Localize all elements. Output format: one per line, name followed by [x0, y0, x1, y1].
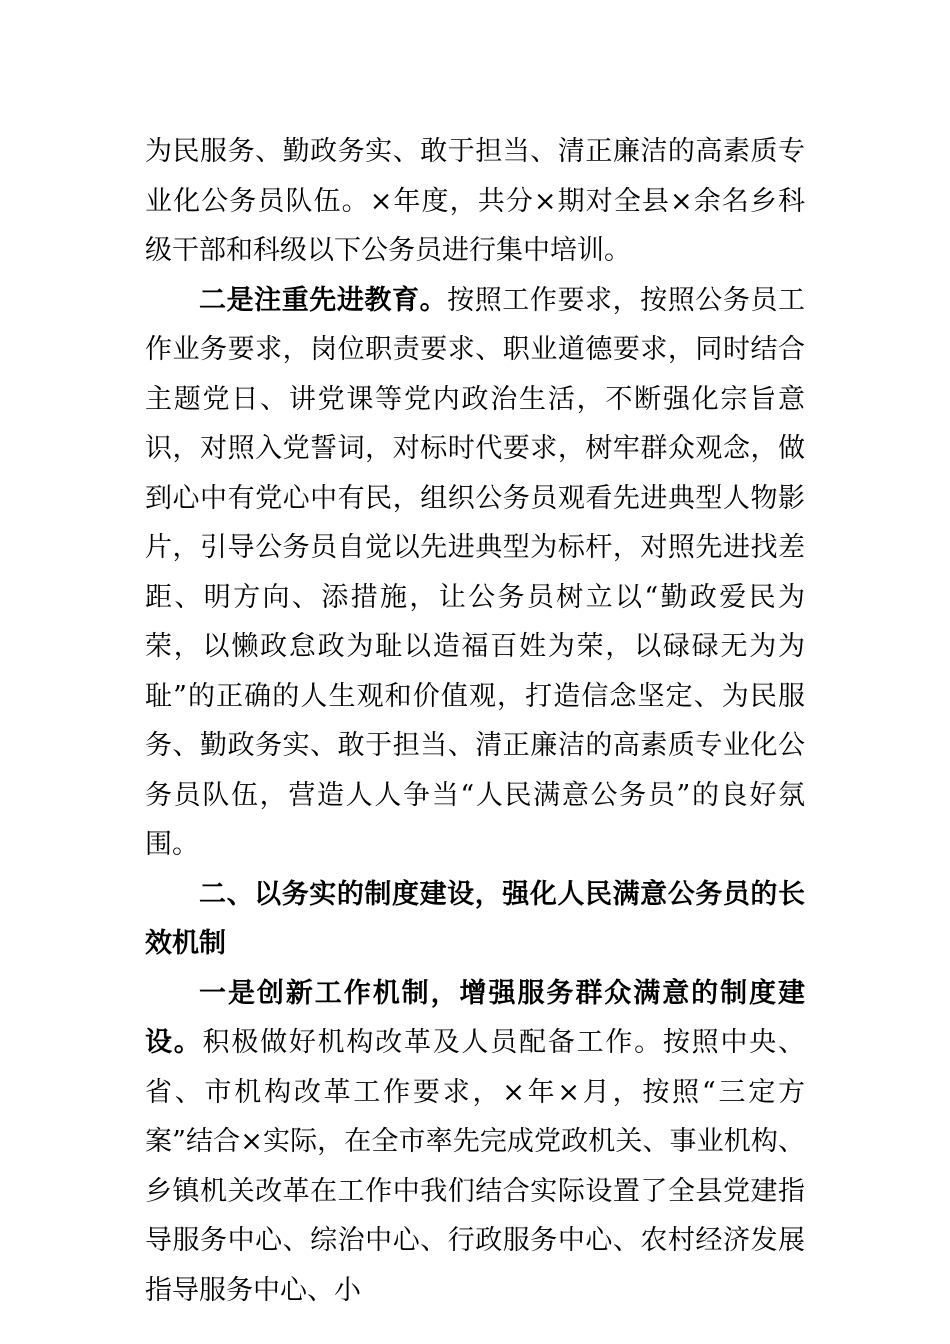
section-heading-2: 二、以务实的制度建设，强化人民满意公务员的长效机制 [145, 878, 805, 959]
paragraph-body: 积极做好机构改革及人员配备工作。按照中央、省、市机构改革工作要求，×年×月，按照“三定方案”结合×实际，在全市率先完成党政机关、事业机构、乡镇机关改革在工作中我们结合实际设置了全县党建指导服务中心、综治中心、行政服务中心、农村经济发展指导服务中心、小 [145, 1027, 806, 1306]
paragraph-innovation-mechanism [145, 969, 805, 1316]
paragraph-continuation: 为民服务、勤政务实、敢于担当、清正廉洁的高素质专业化公务员队伍。×年度，共分×期对全县×余名乡科级干部和科级以下公务员进行集中培训。 [145, 136, 805, 266]
paragraph-lead-bold: 二是注重先进教育。 [199, 284, 448, 316]
document-page [145, 127, 805, 1315]
paragraph-lead-bold: 一是创新工作机制，增强服务群众满意的制度建设。 [145, 977, 805, 1058]
paragraph-advanced-education [145, 276, 805, 870]
paragraph-body: 按照工作要求，按照公务员工作业务要求，岗位职责要求、职业道德要求，同时结合主题党日、讲党课等党内政治生活，不断强化宗旨意识，对照入党誓词，对标时代要求，树牢群众观念，做到心中有党心中有民，组织公务员观看先进典型人物影片，引导公务员自觉以先进典型为标杆，对照先进找差距、明方向、添措施，让公务员树立以“勤政爱民为荣，以懒政怠政为耻以造福百姓为荣，以碌碌无为为耻”的正确的人生观和价值观，打造信念坚定、为民服务、勤政务实、敢于担当、清正廉洁的高素质专业化公务员队伍，营造人人争当“人民满意公务员”的良好氛围。 [145, 284, 806, 860]
